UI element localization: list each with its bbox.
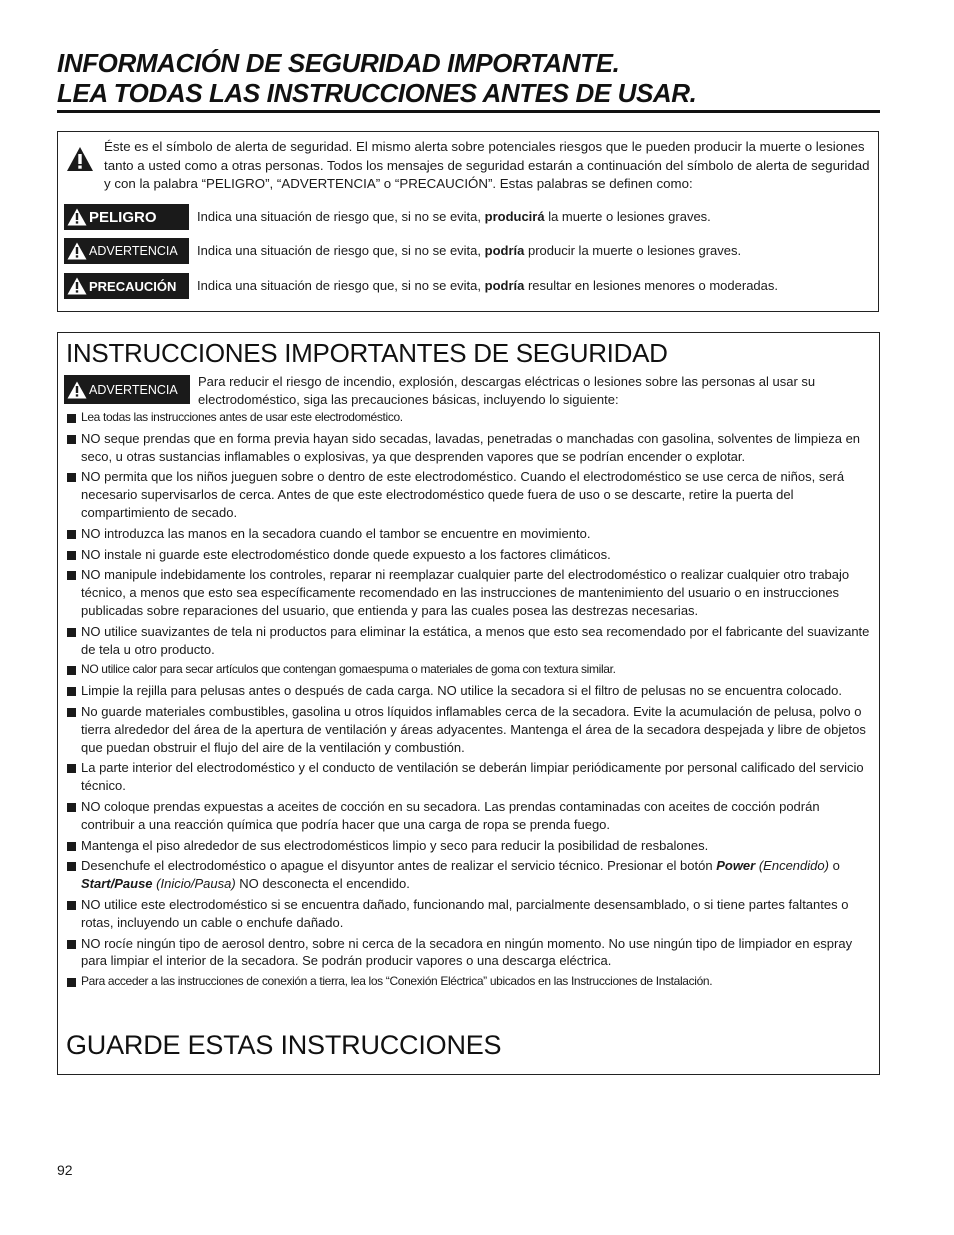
list-item: NO utilice calor para secar artículos que contengan gomaespuma o materiales de goma con textura similar.: [66, 661, 874, 679]
list-item: Limpie la rejilla para pelusas antes o después de cada carga. NO utilice la secadora si el filtro de pelusas no se encuentra colocado.: [66, 682, 874, 700]
title-rule: [57, 110, 880, 113]
title-line-1: INFORMACIÓN DE SEGURIDAD IMPORTANTE.: [57, 48, 620, 78]
list-item: NO coloque prendas expuestas a aceites de cocción en su secadora. Las prendas contaminadas con aceites de cocción podrán contribuir a una reacción química que podría hacer que una carga de ropa se prenda fuego.: [66, 798, 874, 834]
signal-row-peligro: [64, 204, 874, 230]
advertencia-label: ADVERTENCIA: [89, 244, 178, 258]
warning-triangle-icon: [67, 208, 87, 226]
list-item: NO manipule indebidamente los controles, reparar ni reemplazar cualquier parte del electrodoméstico o realizar cualquier otro trabajo técnico, a menos que esto sea específicamente recomendado en las instrucciones de mantenimiento del usuario o en instrucciones publicadas sobre reparaciones del usuario, que entienda y para las cuales posea las destrezas necesarias.: [66, 566, 874, 619]
square-bullet-icon: [67, 628, 76, 637]
list-item: La parte interior del electrodoméstico y el conducto de ventilación se deberán limpiar periódicamente por personal calificado del servicio técnico.: [66, 759, 874, 795]
peligro-description: Indica una situación de riesgo que, si no se evita, producirá la muerte o lesiones graves.: [197, 209, 711, 224]
square-bullet-icon: [67, 666, 76, 675]
signal-row-precaucion: [64, 273, 874, 299]
warning-triangle-icon: [66, 146, 94, 172]
square-bullet-icon: [67, 764, 76, 773]
warning-triangle-icon: [67, 242, 87, 260]
list-item-unplug: Desenchufe el electrodoméstico o apague el disyuntor antes de realizar el servicio técnico. Presionar el botón Power (Encendido) o Start/Pause (Inicio/Pausa) NO desconecta el encendido.: [66, 857, 874, 893]
list-item: NO rocíe ningún tipo de aerosol dentro, sobre ni cerca de la secadora en ningún momento. No use ningún tipo de limpiador en espray para limpiar el interior de la secadora. Se podrán producir vapores o una descarga eléctrica.: [66, 935, 874, 971]
precaucion-label: PRECAUCIÓN: [89, 278, 177, 294]
list-item: NO seque prendas que en forma previa hayan sido secadas, lavadas, penetradas o manchadas con gasolina, solventes de limpieza en seco, u otras sustancias inflamables o explosivas, ya que desprenden vapores que se podrían encender o explotar.: [66, 430, 874, 466]
square-bullet-icon: [67, 940, 76, 949]
signal-row-advertencia: [64, 238, 874, 264]
square-bullet-icon: [67, 551, 76, 560]
page-number: 92: [57, 1162, 73, 1178]
square-bullet-icon: [67, 842, 76, 851]
save-instructions-title: GUARDE ESTAS INSTRUCCIONES: [66, 1030, 502, 1060]
square-bullet-icon: [67, 571, 76, 580]
alert-intro-text: Éste es el símbolo de alerta de seguridad. El mismo alerta sobre potenciales riesgos que le pueden producir la muerte o lesiones tanto a usted como a otras personas. Todos los mensajes de seguridad estarán a continuación del símbolo de alerta de seguridad y con la palabra “PELIGRO”, “ADVERTENCIA” o “PRECAUCIÓN”. Estas palabras se definen como:: [104, 139, 870, 191]
start-pause-button-label: Start/Pause: [81, 876, 153, 892]
list-item: No guarde materiales combustibles, gasolina u otros líquidos inflamables cerca de la secadora. Evite la acumulación de pelusa, polvo o tierra alrededor del área de la apertura de ventilación y áreas adyacentes. Mantenga el área de la secadora despejada y libre de objetos que puedan obstruir el flujo del aire de la ventilación y combustión.: [66, 703, 874, 756]
square-bullet-icon: [67, 473, 76, 482]
page-title: [57, 48, 879, 108]
advertencia-badge: [64, 375, 190, 404]
square-bullet-icon: [67, 978, 76, 987]
advertencia-description: Indica una situación de riesgo que, si no se evita, podría producir la muerte o lesiones graves.: [197, 243, 742, 258]
square-bullet-icon: [67, 803, 76, 812]
square-bullet-icon: [67, 530, 76, 539]
list-item: Para acceder a las instrucciones de conexión a tierra, lea los “Conexión Eléctrica” ubicados en las Instrucciones de Instalación.: [66, 973, 874, 991]
warning-text: Para reducir el riesgo de incendio, explosión, descargas eléctricas o lesiones sobre las personas al usar su electrodoméstico, siga las precauciones básicas, incluyendo lo siguiente:: [198, 374, 816, 407]
list-item: NO instale ni guarde este electrodoméstico donde quede expuesto a los factores climáticos.: [66, 546, 874, 564]
title-line-2: LEA TODAS LAS INSTRUCCIONES ANTES DE USAR.: [57, 78, 697, 108]
list-item: Lea todas las instrucciones antes de usar este electrodoméstico.: [66, 409, 874, 427]
list-item: NO utilice suavizantes de tela ni productos para eliminar la estática, a menos que esto sea recomendado por el fabricante del suavizante de tela u otro producto.: [66, 623, 874, 659]
advertencia-label: ADVERTENCIA: [89, 382, 178, 397]
square-bullet-icon: [67, 708, 76, 717]
list-item: NO introduzca las manos en la secadora cuando el tambor se encuentre en movimiento.: [66, 525, 874, 543]
safety-instructions-box: [57, 332, 880, 1075]
precaucion-description: Indica una situación de riesgo que, si no se evita, podría resultar en lesiones menores o moderadas.: [197, 278, 778, 293]
square-bullet-icon: [67, 435, 76, 444]
list-item: Mantenga el piso alrededor de sus electrodomésticos limpio y seco para reducir la posibilidad de resbalones.: [66, 837, 874, 855]
list-item: NO utilice este electrodoméstico si se encuentra dañado, funcionando mal, parcialmente desensamblado, o si tiene partes faltantes o rotas, incluyendo un cable o enchufe dañado.: [66, 896, 874, 932]
square-bullet-icon: [67, 687, 76, 696]
precaucion-badge: [64, 273, 189, 299]
warning-triangle-icon: [67, 277, 87, 295]
instruction-list: [66, 409, 874, 994]
warning-triangle-icon: [67, 381, 87, 399]
square-bullet-icon: [67, 901, 76, 910]
advertencia-badge: [64, 238, 189, 264]
power-button-label: Power: [716, 858, 756, 874]
peligro-label: PELIGRO: [89, 208, 157, 226]
square-bullet-icon: [67, 862, 76, 871]
list-item: NO permita que los niños jueguen sobre o dentro de este electrodoméstico. Cuando el electrodoméstico se use cerca de niños, será necesario supervisarlos de cerca. Antes de que este electrodoméstico quede fuera de uso o se descarte, retire la puerta del compartimiento de secado.: [66, 468, 874, 521]
section-title: INSTRUCCIONES IMPORTANTES DE SEGURIDAD: [66, 338, 668, 368]
square-bullet-icon: [67, 414, 76, 423]
peligro-badge: [64, 204, 189, 230]
safety-alert-box: [57, 131, 879, 312]
